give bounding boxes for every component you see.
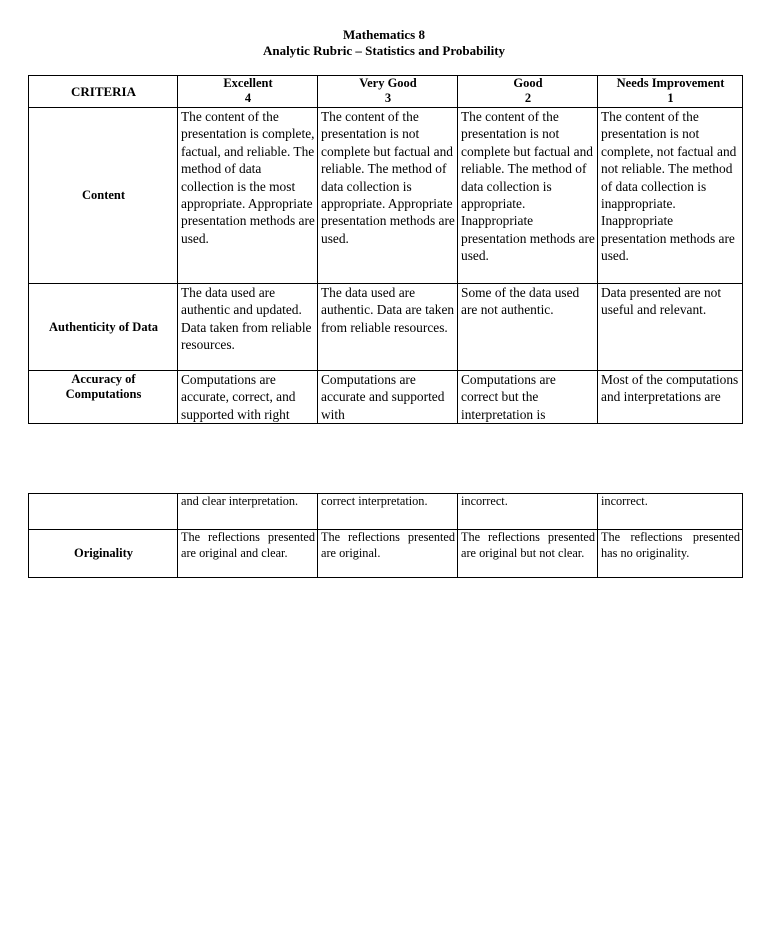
- level-label: Very Good: [359, 76, 417, 90]
- level-score: 1: [667, 91, 674, 105]
- rubric-cell: The content of the presentation is not complete, not factual and not reliable. The method of data collection is inappropriate. Inappropriate presentation methods are used.: [598, 108, 743, 284]
- rubric-cell: The content of the presentation is not complete but factual and reliable. The method of data collection is appropriate. Inappropriate presentation methods are used.: [458, 108, 598, 284]
- rubric-cell: The data used are authentic. Data are taken from reliable resources.: [318, 284, 458, 371]
- rubric-cell: The reflections presented has no originality.: [598, 530, 743, 578]
- level-label: Needs Improvement: [616, 76, 725, 90]
- criterion-authenticity: Authenticity of Data: [29, 284, 178, 371]
- rubric-cell: The reflections presented are original but not clear.: [458, 530, 598, 578]
- criterion-content: Content: [29, 108, 178, 284]
- level-label: Good: [513, 76, 543, 90]
- level-score: 2: [524, 91, 532, 105]
- document-title: Mathematics 8: [343, 27, 425, 42]
- level-header-good: [458, 76, 598, 108]
- rubric-cell: The reflections presented are original and clear.: [178, 530, 318, 578]
- document-subtitle: Analytic Rubric – Statistics and Probability: [262, 43, 506, 58]
- rubric-cell: Computations are accurate, correct, and supported with right: [178, 371, 318, 424]
- level-score: 3: [384, 91, 392, 105]
- level-header-needs-improvement: [598, 76, 743, 108]
- header-row: [29, 76, 743, 108]
- table-row-content: [29, 108, 743, 284]
- criterion-originality: Originality: [29, 530, 178, 578]
- rubric-cell: Computations are correct but the interpretation is: [458, 371, 598, 424]
- rubric-cell: Most of the computations and interpretations are: [598, 371, 743, 424]
- rubric-cell: correct interpretation.: [318, 494, 458, 530]
- rubric-cell: incorrect.: [458, 494, 598, 530]
- rubric-cell: The content of the presentation is complete, factual, and reliable. The method of data collection is the most appropriate. Appropriate presentation methods are used.: [178, 108, 318, 284]
- rubric-cell: incorrect.: [598, 494, 743, 530]
- empty-criterion-cell: [29, 494, 178, 530]
- rubric-cell: and clear interpretation.: [178, 494, 318, 530]
- table-row-authenticity: [29, 284, 743, 371]
- rubric-cell: Some of the data used are not authentic.: [458, 284, 598, 371]
- level-score: 4: [244, 91, 252, 105]
- rubric-table-continued: [28, 493, 743, 578]
- level-label: Excellent: [223, 76, 273, 90]
- criterion-accuracy: Accuracy of Computations: [29, 371, 178, 424]
- rubric-cell: Data presented are not useful and relevant.: [598, 284, 743, 371]
- level-header-very-good: [318, 76, 458, 108]
- rubric-cell: The content of the presentation is not complete but factual and reliable. The method of data collection is appropriate. Appropriate presentation methods are used.: [318, 108, 458, 284]
- rubric-cell: Computations are accurate and supported with: [318, 371, 458, 424]
- criteria-header: CRITERIA: [29, 76, 178, 108]
- rubric-table: [28, 75, 743, 424]
- rubric-cell: The reflections presented are original.: [318, 530, 458, 578]
- table-row-accuracy-continued: [29, 494, 743, 530]
- table-row-originality: [29, 530, 743, 578]
- rubric-cell: The data used are authentic and updated. Data taken from reliable resources.: [178, 284, 318, 371]
- table-row-accuracy: [29, 371, 743, 424]
- level-header-excellent: [178, 76, 318, 108]
